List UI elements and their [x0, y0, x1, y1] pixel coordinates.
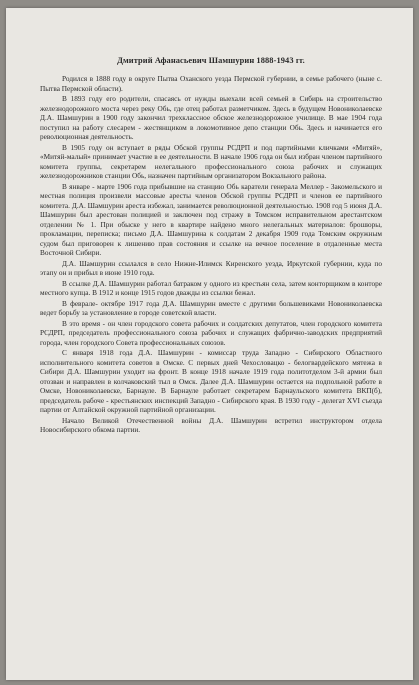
paragraph-1917: В феврале- октябре 1917 года Д.А. Шамшурин вместе с другими большевиками Новониколаевска ведет борьбу за установление в городе советской власти.	[40, 298, 382, 317]
paragraph-1905: В 1905 году он вступает в ряды Обской группы РСДРП и под партийными кличками «Митяй», «Митяй-малый» принимает участие в ее деятельности. В начале 1906 года он был избран членом партийного комитета группы, секретарем нелегального профессионального союза рабочих и служащих железнодорожников станции Обь, назначен партийным организатором Вокзального района.	[40, 142, 382, 180]
document-page	[6, 8, 413, 680]
paragraph-exile: Д.А. Шамшурин ссылался в село Нижне-Илимск Киренского уезда, Иркутской губернии, куда по этапу он и прибыл в июне 1910 года.	[40, 258, 382, 277]
paragraph-exile-work: В ссылке Д.А. Шамшурин работал батраком у одного из крестьян села, затем конторщиком в конторе местного купца. В 1912 и конце 1915 годов дважды из ссылки бежал.	[40, 278, 382, 297]
paragraph-birth: Родился в 1888 году в округе Пытва Оханского уезда Пермской губернии, в семье рабочего (ныне с. Пытва Пермской области).	[40, 74, 382, 93]
paragraph-childhood: В 1893 году его родители, спасаясь от нужды выехали всей семьей в Сибирь на строительство железнодорожного моста через реку Обь, где отец работал разметчиком. Здесь в будущем Новониколаевске Д.А. Шамшурин в 1900 году закончил трехклассное обское железнодорожное училище. В мае 1904 года поступил на работу слесарем - жестянщиком в локомотивное депо станции Обь. Здесь и начинается его революционная деятельность.	[40, 94, 382, 141]
paragraph-1918: С января 1918 года Д.А. Шамшурин - комиссар труда Западно - Сибирского Областного исполнительного комитета советов в Омске. С первых дней Чехословацко - белогвардейского мятежа в Сибири Д.А. Шамшурин уходит на фронт. В конце 1918 начале 1919 года политотделом 3-й армии был отозван и направлен в колчаковский тыл в Омск. Далее Д.А. Шамшурин остается на подпольной работе в Омске, Новониколаевске, Барнауле. В Барнауле работает секретарем Барнаульского комитета ВКП(б), председатель рабоче - крестьянских инспекций Западно - Сибирского края. В 1930 году - делегат XVI съезда партии от Алтайской окружной партийной организации.	[40, 348, 382, 414]
document-title: Дмитрий Афанасьевич Шамшурин 1888-1943 гг.	[117, 56, 305, 65]
paragraph-war: Начало Великой Отечественной войны Д.А. Шамшурин встретил инструктором отдела Новосибирского обкома партии.	[40, 415, 382, 434]
paragraph-council: В это время - он член городского совета рабочих и солдатских депутатов, член городского комитета РСДРП, председатель профессионального союза рабочих и служащих фабрично-заводских предприятий города, член городского Совета профессиональных союзов.	[40, 318, 382, 347]
paragraph-arrest: В январе - марте 1906 года прибывшие на станцию Обь каратели генерала Меллер - Закомельского и местная полиция произвели массовые аресты членов Обской группы РСДРП и членов ее партийного комитета. Д.А. Шамшурин ареста избежал, занимается революционной деятельностью. 1908 год 5 июня Д.А. Шамшурин был арестован полицией и заключен под стражу в Томском исправительном арестантском отделении № 1. При обыске у него в квартире найдено много нелегальных материалов: брошюры, прокламации, переписка; письмо Д.А. Шамшурина к солдатам 2 декабря 1909 года Томским окружным судом был приговорен к лишению прав состояния и ссылке на вечное поселение в отдаленные места Восточной Сибири.	[40, 181, 382, 257]
document-body	[40, 56, 382, 436]
